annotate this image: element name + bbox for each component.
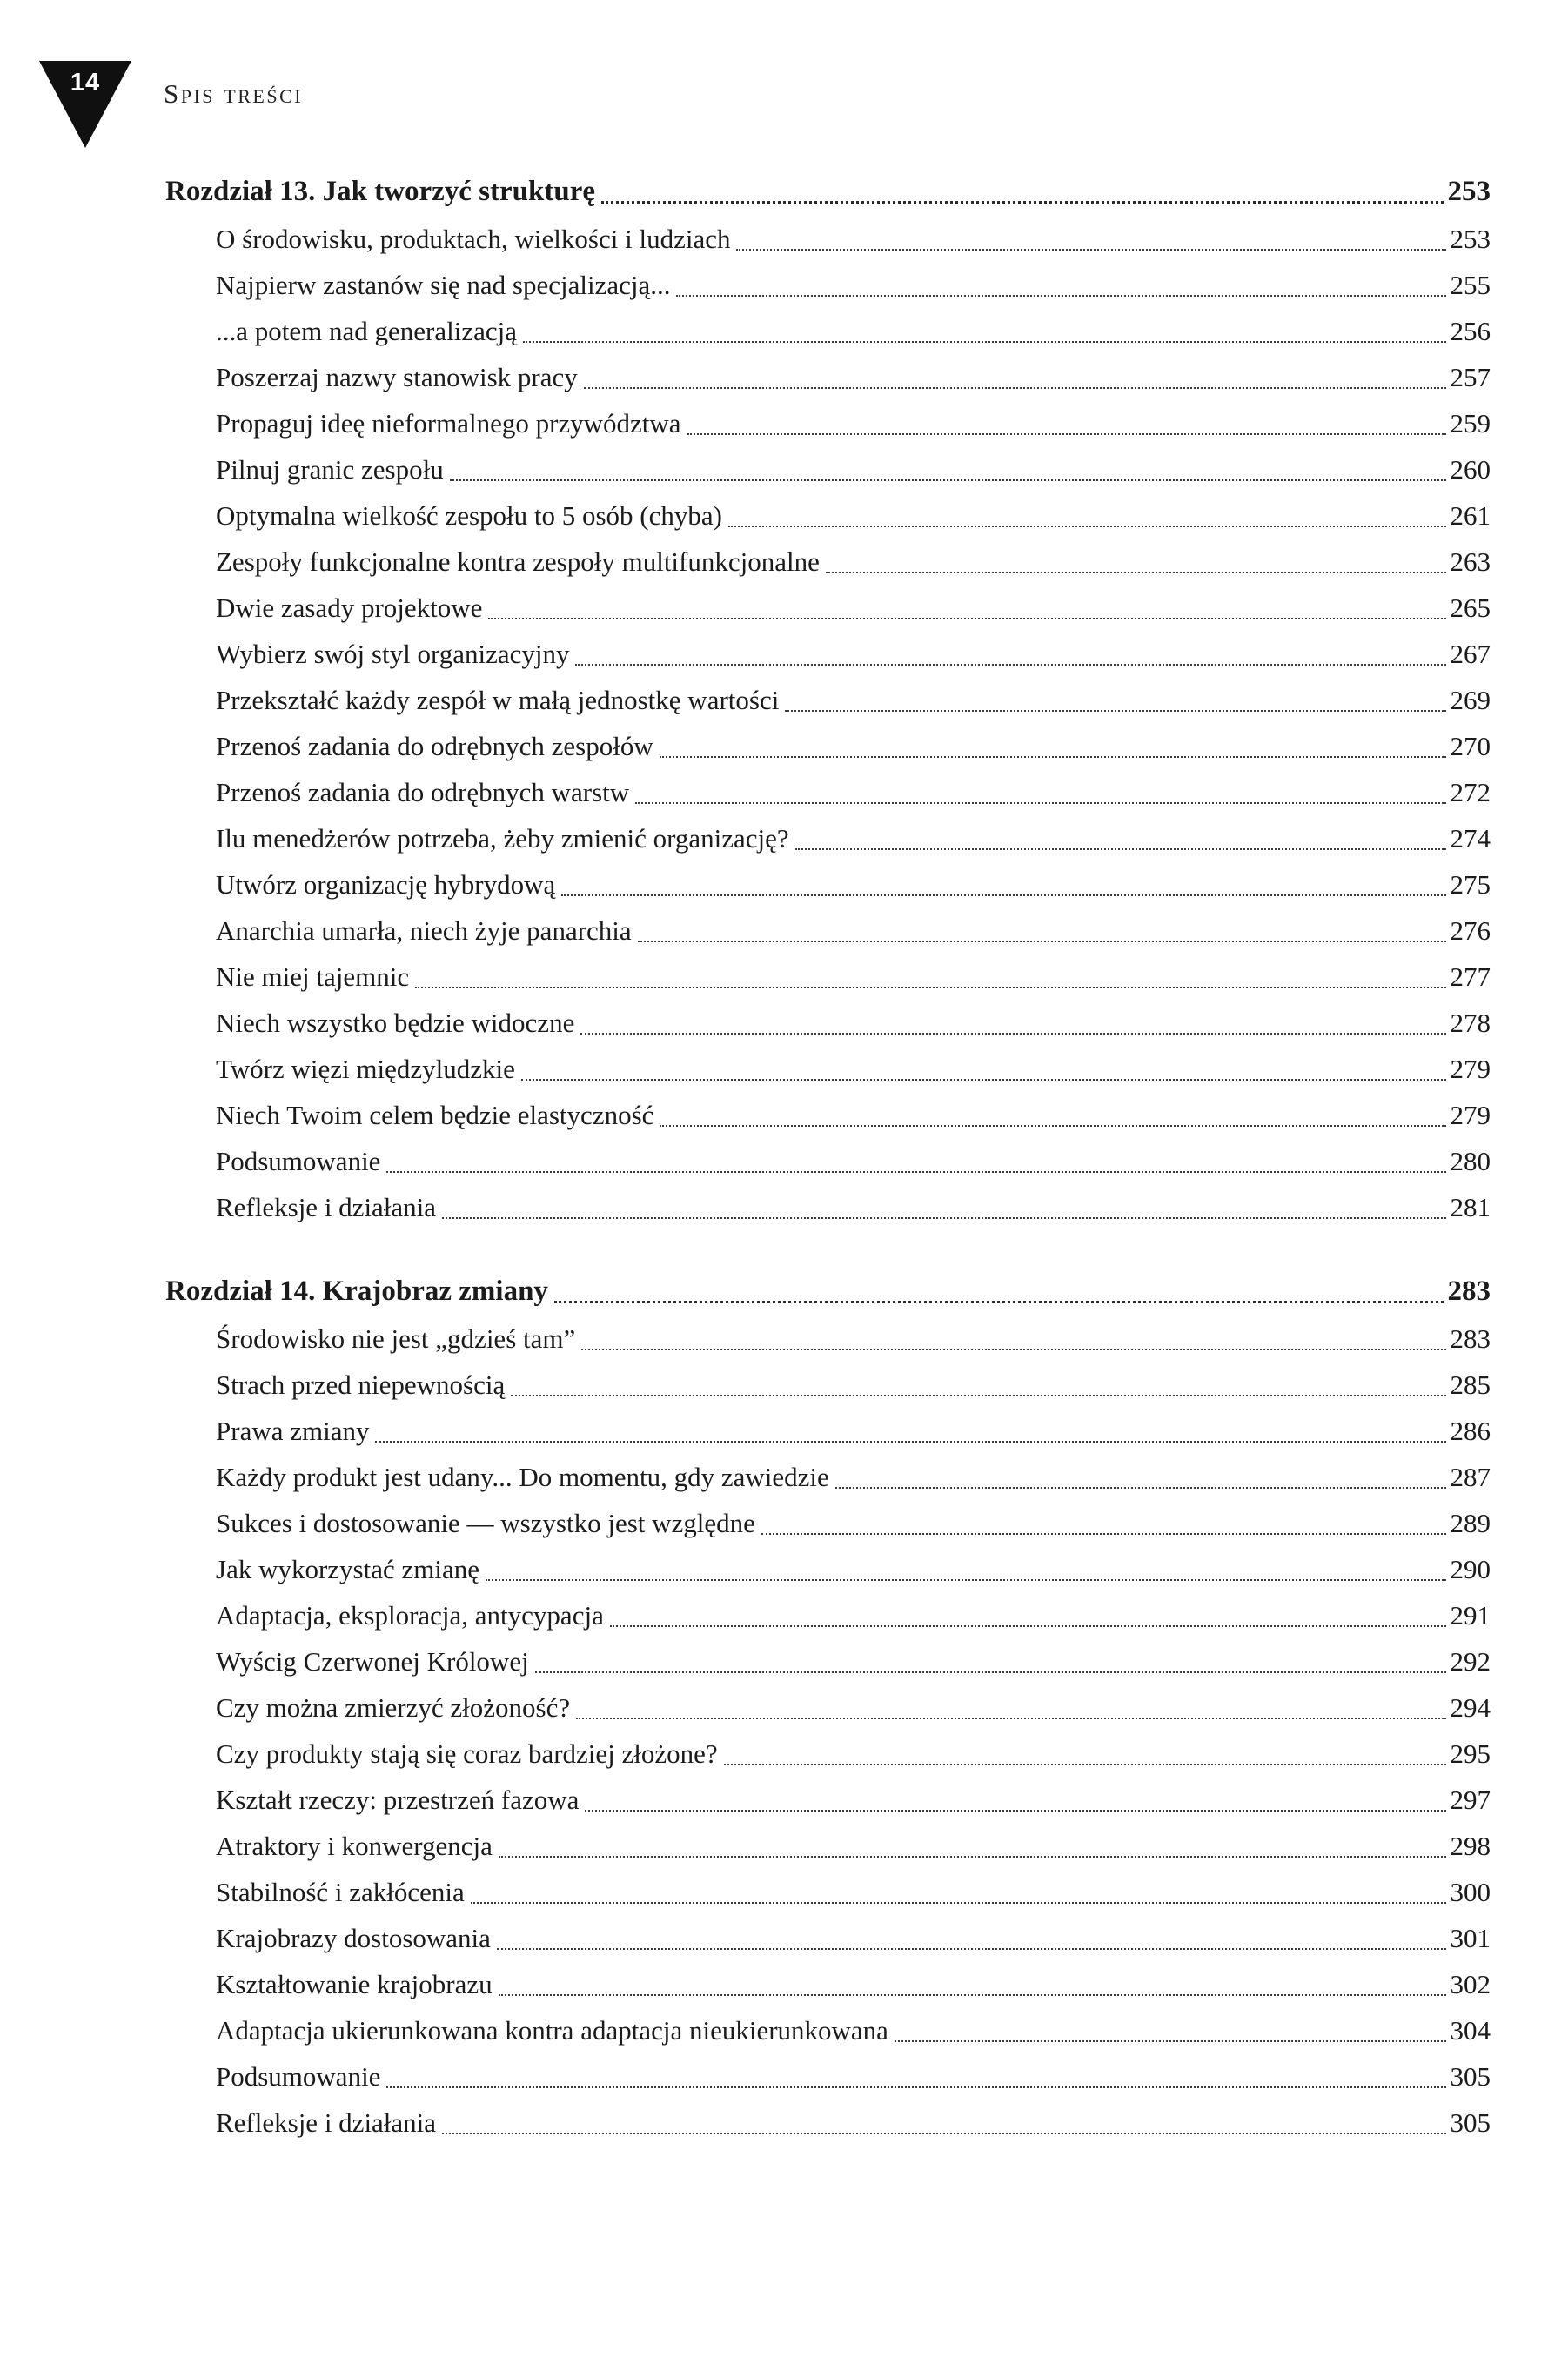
dot-leader xyxy=(479,1546,1451,1592)
entry-title: Jak wykorzystać zmianę xyxy=(216,1554,479,1584)
toc-entry-row xyxy=(165,1731,1491,1777)
dot-leader xyxy=(888,2007,1451,2053)
entry-title: Prawa zmiany xyxy=(216,1416,370,1446)
entry-title: Przekształć każdy zespół w małą jednostkę wartości xyxy=(216,685,780,715)
dot-leader xyxy=(578,354,1451,400)
entry-page: 292 xyxy=(1450,1646,1491,1677)
entry-title: Dwie zasady projektowe xyxy=(216,593,483,623)
entry-page: 279 xyxy=(1450,1054,1491,1084)
entry-title: Adaptacja, eksploracja, antycypacja xyxy=(216,1600,604,1631)
entry-page: 281 xyxy=(1450,1192,1491,1222)
toc-list xyxy=(165,167,1491,2146)
toc-entry-row xyxy=(165,631,1491,677)
entry-title: Przenoś zadania do odrębnych warstw xyxy=(216,777,630,807)
entry-title: Najpierw zastanów się nad specjalizacją... xyxy=(216,270,671,300)
entry-page: 297 xyxy=(1450,1785,1491,1815)
entry-title: Niech wszystko będzie widoczne xyxy=(216,1008,575,1038)
dot-leader xyxy=(409,954,1450,1000)
entry-page: 289 xyxy=(1450,1508,1491,1538)
chapter-title: Rozdział 13. Jak tworzyć strukturę xyxy=(165,176,596,207)
toc-entry-row xyxy=(165,1092,1491,1138)
dot-leader xyxy=(465,1869,1451,1915)
entry-title: Wybierz swój styl organizacyjny xyxy=(216,639,570,669)
entry-title: Czy można zmierzyć złożoność? xyxy=(216,1692,571,1723)
toc-entry-row xyxy=(165,1454,1491,1500)
entry-page: 283 xyxy=(1450,1323,1491,1354)
toc-entry-row xyxy=(165,677,1491,723)
entry-page: 277 xyxy=(1450,961,1491,992)
entry-page: 298 xyxy=(1450,1831,1491,1861)
dot-leader xyxy=(380,2053,1450,2099)
entry-title: Utwórz organizację hybrydową xyxy=(216,869,556,900)
toc-entry-row xyxy=(165,1777,1491,1823)
dot-leader xyxy=(595,167,1447,216)
entry-page: 257 xyxy=(1450,362,1491,392)
toc-entry-row xyxy=(165,1362,1491,1408)
entry-page: 295 xyxy=(1450,1738,1491,1769)
toc-entry-row xyxy=(165,400,1491,446)
entry-page: 275 xyxy=(1450,869,1491,900)
dot-leader xyxy=(718,1731,1451,1777)
entry-title: Refleksje i działania xyxy=(216,2107,437,2138)
dot-leader xyxy=(369,1408,1450,1454)
page-number: 14 xyxy=(70,69,101,97)
entry-title: Refleksje i działania xyxy=(216,1192,437,1222)
entry-title: Kształtowanie krajobrazu xyxy=(216,1969,493,1999)
entry-page: 305 xyxy=(1450,2061,1491,2092)
entry-title: Sukces i dostosowanie — wszystko jest względne xyxy=(216,1508,755,1538)
dot-leader xyxy=(604,1592,1451,1638)
chapter-title: Rozdział 14. Krajobraz zmiany xyxy=(165,1276,548,1307)
entry-title: Podsumowanie xyxy=(216,1146,381,1176)
entry-title: Kształt rzeczy: przestrzeń fazowa xyxy=(216,1785,580,1815)
dot-leader xyxy=(436,2099,1450,2146)
entry-page: 261 xyxy=(1450,500,1491,531)
dot-leader xyxy=(444,446,1451,492)
entry-page: 267 xyxy=(1450,639,1491,669)
dot-leader xyxy=(491,1915,1451,1961)
entry-page: 263 xyxy=(1450,546,1491,577)
toc-entry-row xyxy=(165,1638,1491,1684)
toc-entry-row xyxy=(165,446,1491,492)
dot-leader xyxy=(789,815,1451,861)
entry-page: 259 xyxy=(1450,408,1491,439)
entry-title: Podsumowanie xyxy=(216,2061,381,2092)
entry-page: 255 xyxy=(1450,270,1491,300)
dot-leader xyxy=(493,1961,1451,2007)
dot-leader xyxy=(517,308,1451,354)
toc-entry-row xyxy=(165,1316,1491,1362)
entry-page: 287 xyxy=(1450,1462,1491,1492)
chapter-row xyxy=(165,167,1491,216)
toc-entry-row xyxy=(165,354,1491,400)
toc-entry-row xyxy=(165,907,1491,954)
entry-title: O środowisku, produktach, wielkości i ludziach xyxy=(216,224,731,254)
chapter-row xyxy=(165,1267,1491,1316)
dot-leader xyxy=(722,492,1451,539)
entry-title: Stabilność i zakłócenia xyxy=(216,1877,465,1907)
dot-leader xyxy=(482,585,1450,631)
entry-page: 269 xyxy=(1450,685,1491,715)
toc-entry-row xyxy=(165,1138,1491,1184)
toc-entry-row xyxy=(165,1823,1491,1869)
entry-page: 280 xyxy=(1450,1146,1491,1176)
toc-entry-row xyxy=(165,585,1491,631)
entry-title: Niech Twoim celem będzie elastyczność xyxy=(216,1100,654,1130)
toc-entry-row xyxy=(165,2099,1491,2146)
entry-page: 300 xyxy=(1450,1877,1491,1907)
dot-leader xyxy=(493,1823,1451,1869)
toc-entry-row xyxy=(165,815,1491,861)
entry-page: 278 xyxy=(1450,1008,1491,1038)
chapter-page: 253 xyxy=(1447,176,1491,207)
entry-title: Twórz więzi międzyludzkie xyxy=(216,1054,515,1084)
toc-entry-row xyxy=(165,2053,1491,2099)
entry-page: 276 xyxy=(1450,915,1491,946)
entry-page: 270 xyxy=(1450,731,1491,761)
entry-title: Adaptacja ukierunkowana kontra adaptacja nieukierunkowana xyxy=(216,2015,888,2046)
dot-leader xyxy=(380,1138,1450,1184)
toc-entry-row xyxy=(165,2007,1491,2053)
dot-leader xyxy=(570,1684,1450,1731)
dot-leader xyxy=(436,1184,1450,1230)
toc-entry-row xyxy=(165,539,1491,585)
toc-entry-row xyxy=(165,1546,1491,1592)
entry-page: 279 xyxy=(1450,1100,1491,1130)
entry-page: 290 xyxy=(1450,1554,1491,1584)
dot-leader xyxy=(529,1638,1451,1684)
dot-leader xyxy=(820,539,1451,585)
toc-entry-row xyxy=(165,1046,1491,1092)
toc-entry-row xyxy=(165,1500,1491,1546)
toc-entry-row xyxy=(165,1869,1491,1915)
dot-leader xyxy=(653,1092,1450,1138)
entry-page: 301 xyxy=(1450,1923,1491,1953)
toc-entry-row xyxy=(165,262,1491,308)
entry-title: Wyścig Czerwonej Królowej xyxy=(216,1646,529,1677)
entry-title: Ilu menedżerów potrzeba, żeby zmienić organizację? xyxy=(216,823,789,854)
running-header-title: Spis treści xyxy=(164,78,304,109)
entry-page: 286 xyxy=(1450,1416,1491,1446)
dot-leader xyxy=(755,1500,1451,1546)
page-number-badge xyxy=(39,61,131,148)
toc-entry-row xyxy=(165,1184,1491,1230)
entry-page: 272 xyxy=(1450,777,1491,807)
toc-entry-row xyxy=(165,1684,1491,1731)
entry-title: Krajobrazy dostosowania xyxy=(216,1923,491,1953)
entry-page: 291 xyxy=(1450,1600,1491,1631)
dot-leader xyxy=(730,216,1450,262)
entry-title: Atraktory i konwergencja xyxy=(216,1831,493,1861)
dot-leader xyxy=(681,400,1451,446)
entry-title: Nie miej tajemnic xyxy=(216,961,410,992)
dot-leader xyxy=(569,631,1450,677)
toc-section xyxy=(165,1267,1491,2146)
dot-leader xyxy=(575,1316,1450,1362)
toc-entry-row xyxy=(165,1408,1491,1454)
entry-page: 294 xyxy=(1450,1692,1491,1723)
entry-page: 253 xyxy=(1450,224,1491,254)
dot-leader xyxy=(629,769,1450,815)
entry-page: 265 xyxy=(1450,593,1491,623)
entry-title: Czy produkty stają się coraz bardziej złożone? xyxy=(216,1738,718,1769)
toc-entry-row xyxy=(165,492,1491,539)
toc-entry-row xyxy=(165,1915,1491,1961)
dot-leader xyxy=(515,1046,1451,1092)
entry-title: Strach przed niepewnością xyxy=(216,1370,506,1400)
dot-leader xyxy=(779,677,1450,723)
entry-title: Każdy produkt jest udany... Do momentu, gdy zawiedzie xyxy=(216,1462,829,1492)
dot-leader xyxy=(632,907,1451,954)
entry-title: Przenoś zadania do odrębnych zespołów xyxy=(216,731,653,761)
entry-page: 274 xyxy=(1450,823,1491,854)
entry-page: 260 xyxy=(1450,454,1491,485)
toc-entry-row xyxy=(165,769,1491,815)
entry-page: 304 xyxy=(1450,2015,1491,2046)
toc-entry-row xyxy=(165,1961,1491,2007)
entry-page: 256 xyxy=(1450,316,1491,346)
entry-title: Propaguj ideę nieformalnego przywództwa xyxy=(216,408,681,439)
dot-leader xyxy=(579,1777,1450,1823)
toc-entry-row xyxy=(165,216,1491,262)
dot-leader xyxy=(555,861,1450,907)
dot-leader xyxy=(548,1267,1448,1316)
entry-title: Zespoły funkcjonalne kontra zespoły multifunkcjonalne xyxy=(216,546,820,577)
entry-title: Optymalna wielkość zespołu to 5 osób (chyba) xyxy=(216,500,722,531)
dot-leader xyxy=(505,1362,1450,1408)
entry-title: ...a potem nad generalizacją xyxy=(216,316,517,346)
toc-entry-row xyxy=(165,308,1491,354)
dot-leader xyxy=(574,1000,1450,1046)
toc-entry-row xyxy=(165,723,1491,769)
entry-title: Poszerzaj nazwy stanowisk pracy xyxy=(216,362,578,392)
toc-entry-row xyxy=(165,1000,1491,1046)
dot-leader xyxy=(670,262,1450,308)
entry-page: 285 xyxy=(1450,1370,1491,1400)
entry-title: Pilnuj granic zespołu xyxy=(216,454,444,485)
chapter-page: 283 xyxy=(1447,1276,1491,1307)
toc-entry-row xyxy=(165,861,1491,907)
entry-page: 302 xyxy=(1450,1969,1491,1999)
entry-page: 305 xyxy=(1450,2107,1491,2138)
entry-title: Anarchia umarła, niech żyje panarchia xyxy=(216,915,632,946)
toc-entry-row xyxy=(165,954,1491,1000)
dot-leader xyxy=(653,723,1451,769)
entry-title: Środowisko nie jest „gdzieś tam” xyxy=(216,1323,576,1354)
toc-section xyxy=(165,167,1491,1230)
dot-leader xyxy=(829,1454,1451,1500)
toc-entry-row xyxy=(165,1592,1491,1638)
